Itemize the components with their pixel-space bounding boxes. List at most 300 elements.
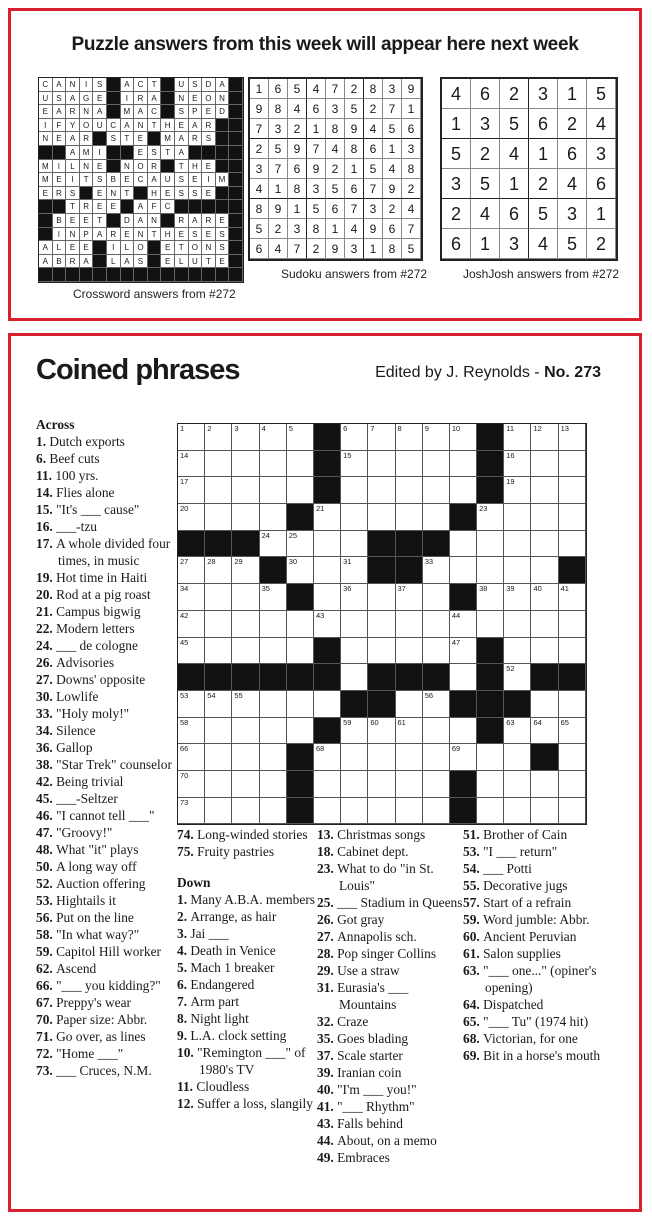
grid-cell[interactable] xyxy=(504,744,531,771)
clue-number: 36 xyxy=(343,584,352,594)
grid-cell[interactable] xyxy=(314,771,341,798)
clue-text: "I'm ___ you!" xyxy=(337,1082,417,1097)
grid-cell[interactable] xyxy=(314,691,341,718)
answer-cell: C xyxy=(107,119,121,133)
grid-cell[interactable] xyxy=(205,424,232,451)
black-square xyxy=(477,718,504,745)
grid-cell[interactable] xyxy=(477,744,504,771)
grid-cell[interactable] xyxy=(396,718,423,745)
black-square xyxy=(216,187,230,201)
grid-cell[interactable] xyxy=(504,771,531,798)
grid-cell[interactable] xyxy=(531,504,558,531)
grid-cell[interactable] xyxy=(504,638,531,665)
clue-num: 12. xyxy=(177,1096,198,1111)
clue xyxy=(177,1010,317,1027)
grid-cell[interactable] xyxy=(232,691,259,718)
clue xyxy=(36,518,176,535)
grid-cell[interactable] xyxy=(531,451,558,478)
black-square xyxy=(368,691,395,718)
clue-num: 27. xyxy=(36,672,57,687)
clue xyxy=(463,928,603,945)
answer-cell: A xyxy=(53,105,67,119)
grid-cell[interactable] xyxy=(178,424,205,451)
grid-cell[interactable] xyxy=(396,691,423,718)
grid-cell[interactable] xyxy=(504,504,531,531)
grid-cell[interactable] xyxy=(368,477,395,504)
clue-num: 25. xyxy=(317,895,338,910)
grid-cell[interactable] xyxy=(341,611,368,638)
clue-number: 60 xyxy=(370,717,379,727)
grid-cell[interactable] xyxy=(368,504,395,531)
clue-text: Hot time in Haiti xyxy=(56,570,148,585)
grid-cell[interactable] xyxy=(423,718,450,745)
clue-num: 64. xyxy=(463,997,484,1012)
grid-cell[interactable] xyxy=(341,424,368,451)
answer-digit: 5 xyxy=(288,79,307,99)
grid-cell[interactable] xyxy=(531,424,558,451)
grid-cell[interactable] xyxy=(423,771,450,798)
answer-cell: E xyxy=(93,200,107,214)
grid-cell[interactable] xyxy=(341,557,368,584)
answer-cell: S xyxy=(189,78,203,92)
grid-cell[interactable] xyxy=(178,638,205,665)
grid-cell[interactable] xyxy=(178,611,205,638)
grid-cell[interactable] xyxy=(232,718,259,745)
grid-cell[interactable] xyxy=(423,798,450,825)
grid-cell[interactable] xyxy=(260,584,287,611)
grid-cell[interactable] xyxy=(396,477,423,504)
black-square xyxy=(66,268,80,282)
clue-number: 61 xyxy=(397,717,406,727)
grid-cell[interactable] xyxy=(341,477,368,504)
clue xyxy=(463,1047,603,1064)
grid-cell[interactable] xyxy=(531,638,558,665)
clue-num: 32. xyxy=(317,1014,338,1029)
clue-number: 45 xyxy=(180,637,189,647)
answer-digit: 1 xyxy=(402,99,421,119)
grid-cell[interactable] xyxy=(450,744,477,771)
grid-cell[interactable] xyxy=(205,451,232,478)
grid-cell[interactable] xyxy=(559,744,586,771)
black-square xyxy=(314,638,341,665)
grid-cell[interactable] xyxy=(232,424,259,451)
grid-cell[interactable] xyxy=(232,798,259,825)
grid-cell[interactable] xyxy=(178,584,205,611)
clue-num: 53. xyxy=(463,844,484,859)
grid-cell[interactable] xyxy=(314,531,341,558)
grid-cell[interactable] xyxy=(287,611,314,638)
grid-cell[interactable] xyxy=(450,451,477,478)
grid-cell[interactable] xyxy=(531,798,558,825)
grid-cell[interactable] xyxy=(368,718,395,745)
clue-text: Mach 1 breaker xyxy=(190,960,275,975)
grid-cell[interactable] xyxy=(178,557,205,584)
grid-cell[interactable] xyxy=(396,584,423,611)
black-square xyxy=(504,691,531,718)
answer-digit: 4 xyxy=(250,179,269,199)
answer-digit: 6 xyxy=(529,109,558,139)
grid-cell[interactable] xyxy=(504,531,531,558)
clue-text: Paper size: Abbr. xyxy=(56,1012,148,1027)
grid-cell[interactable] xyxy=(504,664,531,691)
clue xyxy=(317,911,463,928)
grid-cell[interactable] xyxy=(504,798,531,825)
grid-cell[interactable] xyxy=(396,504,423,531)
grid-cell[interactable] xyxy=(450,718,477,745)
answer-digit: 8 xyxy=(364,79,383,99)
grid-cell[interactable] xyxy=(396,771,423,798)
clue xyxy=(463,843,603,860)
answer-cell: A xyxy=(66,146,80,160)
grid-cell[interactable] xyxy=(559,584,586,611)
grid-cell[interactable] xyxy=(559,531,586,558)
grid-cell[interactable] xyxy=(477,557,504,584)
clue-num: 24. xyxy=(36,638,57,653)
grid-cell[interactable] xyxy=(423,477,450,504)
grid-cell[interactable] xyxy=(450,664,477,691)
grid-cell[interactable] xyxy=(260,424,287,451)
answer-cell: I xyxy=(39,119,53,133)
answer-cell: E xyxy=(80,241,94,255)
grid-cell[interactable] xyxy=(341,771,368,798)
answer-cell: U xyxy=(175,78,189,92)
grid-cell[interactable] xyxy=(504,451,531,478)
answer-cell: T xyxy=(175,160,189,174)
sudoku-answer-grid xyxy=(248,77,423,261)
clue-text: "___ one..." (opiner's opening) xyxy=(483,963,597,995)
clue-column-1 xyxy=(36,416,176,1079)
grid-cell[interactable] xyxy=(205,638,232,665)
grid-cell[interactable] xyxy=(368,744,395,771)
grid-cell[interactable] xyxy=(232,638,259,665)
answer-digit: 3 xyxy=(500,229,529,259)
grid-cell[interactable] xyxy=(531,771,558,798)
grid-cell[interactable] xyxy=(423,584,450,611)
grid-cell[interactable] xyxy=(477,584,504,611)
answer-cell: I xyxy=(93,146,107,160)
answer-cell: E xyxy=(93,160,107,174)
grid-cell[interactable] xyxy=(559,611,586,638)
grid-cell[interactable] xyxy=(559,798,586,825)
grid-cell[interactable] xyxy=(232,584,259,611)
answer-digit: 4 xyxy=(345,219,364,239)
clue-text: "In what way?" xyxy=(56,927,140,942)
grid-cell[interactable] xyxy=(178,744,205,771)
grid-cell[interactable] xyxy=(477,531,504,558)
grid-cell[interactable] xyxy=(341,798,368,825)
grid-cell[interactable] xyxy=(287,531,314,558)
clue-num: 61. xyxy=(463,946,484,961)
answer-digit: 5 xyxy=(471,169,500,199)
grid-cell[interactable] xyxy=(504,424,531,451)
clue-text: Endangered xyxy=(190,977,255,992)
answer-cell: U xyxy=(93,119,107,133)
grid-cell[interactable] xyxy=(368,771,395,798)
grid-cell[interactable] xyxy=(205,744,232,771)
clue-text: Use a straw xyxy=(337,963,400,978)
grid-cell[interactable] xyxy=(423,557,450,584)
clue-num: 73. xyxy=(36,1063,57,1078)
grid-cell[interactable] xyxy=(314,611,341,638)
grid-cell[interactable] xyxy=(396,798,423,825)
answer-cell: E xyxy=(53,173,67,187)
clue-text: Long-winded stories xyxy=(197,827,308,842)
grid-cell[interactable] xyxy=(205,798,232,825)
answer-digit: 1 xyxy=(500,169,529,199)
clue-number: 31 xyxy=(343,557,352,567)
grid-cell[interactable] xyxy=(232,504,259,531)
clue-text: Beef cuts xyxy=(49,451,100,466)
clue-number: 58 xyxy=(180,717,189,727)
answer-digit: 4 xyxy=(442,79,471,109)
grid-cell[interactable] xyxy=(396,611,423,638)
grid-cell[interactable] xyxy=(477,798,504,825)
clue xyxy=(463,996,603,1013)
grid-cell[interactable] xyxy=(368,798,395,825)
black-square xyxy=(229,119,243,133)
clue-num: 38. xyxy=(36,757,57,772)
grid-cell[interactable] xyxy=(341,531,368,558)
answer-cell: B xyxy=(107,173,121,187)
grid-cell[interactable] xyxy=(450,557,477,584)
grid-cell[interactable] xyxy=(504,557,531,584)
grid-cell[interactable] xyxy=(260,744,287,771)
black-square xyxy=(148,255,162,269)
grid-cell[interactable] xyxy=(287,691,314,718)
clue xyxy=(177,843,317,860)
grid-cell[interactable] xyxy=(559,424,586,451)
clue-num: 33. xyxy=(36,706,57,721)
black-square xyxy=(396,557,423,584)
grid-cell[interactable] xyxy=(531,531,558,558)
clue xyxy=(36,858,176,875)
grid-cell[interactable] xyxy=(287,451,314,478)
grid-cell[interactable] xyxy=(504,718,531,745)
grid-cell[interactable] xyxy=(423,504,450,531)
grid-cell[interactable] xyxy=(559,451,586,478)
grid-cell[interactable] xyxy=(341,451,368,478)
grid-cell[interactable] xyxy=(232,771,259,798)
answer-cell: B xyxy=(53,255,67,269)
grid-cell[interactable] xyxy=(205,504,232,531)
grid-cell[interactable] xyxy=(477,611,504,638)
answer-digit: 1 xyxy=(288,199,307,219)
answer-cell: I xyxy=(202,173,216,187)
clue-num: 23. xyxy=(317,861,338,876)
answer-cell: R xyxy=(80,132,94,146)
grid-cell[interactable] xyxy=(531,584,558,611)
answer-cell: H xyxy=(189,160,203,174)
clue-num: 6. xyxy=(177,977,191,992)
grid-cell[interactable] xyxy=(559,504,586,531)
grid-cell[interactable] xyxy=(341,744,368,771)
grid-cell[interactable] xyxy=(314,744,341,771)
grid-cell[interactable] xyxy=(423,638,450,665)
grid-cell[interactable] xyxy=(368,638,395,665)
grid-cell[interactable] xyxy=(178,451,205,478)
grid-cell[interactable] xyxy=(396,744,423,771)
puzzle-number: No. 273 xyxy=(544,364,601,381)
answer-digit: 6 xyxy=(250,239,269,259)
grid-cell[interactable] xyxy=(423,611,450,638)
grid-cell[interactable] xyxy=(341,504,368,531)
grid-cell[interactable] xyxy=(260,611,287,638)
grid-cell[interactable] xyxy=(423,451,450,478)
grid-cell[interactable] xyxy=(559,477,586,504)
grid-cell[interactable] xyxy=(477,771,504,798)
grid-cell[interactable] xyxy=(477,504,504,531)
clue-num: 22. xyxy=(36,621,57,636)
black-square xyxy=(107,214,121,228)
grid-cell[interactable] xyxy=(205,691,232,718)
clue-num: 15. xyxy=(36,502,57,517)
grid-cell[interactable] xyxy=(368,451,395,478)
black-square xyxy=(161,160,175,174)
clue xyxy=(463,945,603,962)
answer-digit: 5 xyxy=(250,219,269,239)
answer-cell: E xyxy=(107,200,121,214)
grid-cell[interactable] xyxy=(396,451,423,478)
answer-cell: P xyxy=(189,105,203,119)
grid-cell[interactable] xyxy=(178,504,205,531)
answer-cell: S xyxy=(189,187,203,201)
grid-cell[interactable] xyxy=(205,557,232,584)
grid-cell[interactable] xyxy=(531,691,558,718)
grid-cell[interactable] xyxy=(232,451,259,478)
grid-cell[interactable] xyxy=(531,718,558,745)
grid-cell[interactable] xyxy=(178,477,205,504)
clue-num: 11. xyxy=(36,468,56,483)
grid-cell[interactable] xyxy=(260,771,287,798)
black-square xyxy=(229,255,243,269)
grid-cell[interactable] xyxy=(396,638,423,665)
black-square xyxy=(175,200,189,214)
grid-cell[interactable] xyxy=(178,718,205,745)
answer-cell: E xyxy=(134,146,148,160)
answer-cell: S xyxy=(107,132,121,146)
grid-cell[interactable] xyxy=(260,638,287,665)
clue-num: 1. xyxy=(36,434,50,449)
clue-num: 51. xyxy=(463,827,484,842)
grid-cell[interactable] xyxy=(531,477,558,504)
grid-cell[interactable] xyxy=(178,691,205,718)
grid-cell[interactable] xyxy=(559,691,586,718)
grid-cell[interactable] xyxy=(260,504,287,531)
grid-cell[interactable] xyxy=(341,638,368,665)
grid-cell[interactable] xyxy=(260,691,287,718)
grid-cell[interactable] xyxy=(450,477,477,504)
grid-cell[interactable] xyxy=(178,771,205,798)
grid-cell[interactable] xyxy=(287,638,314,665)
clue xyxy=(317,979,463,1013)
grid-cell[interactable] xyxy=(205,477,232,504)
grid-cell[interactable] xyxy=(260,718,287,745)
clue-num: 35. xyxy=(317,1031,338,1046)
grid-cell[interactable] xyxy=(232,557,259,584)
clue-num: 68. xyxy=(463,1031,484,1046)
grid-cell[interactable] xyxy=(559,638,586,665)
answer-digit: 1 xyxy=(558,79,587,109)
grid-cell[interactable] xyxy=(232,611,259,638)
crossword-grid[interactable] xyxy=(177,423,587,825)
answer-cell: S xyxy=(175,187,189,201)
grid-cell[interactable] xyxy=(504,477,531,504)
clue xyxy=(177,993,317,1010)
grid-cell[interactable] xyxy=(531,611,558,638)
grid-cell[interactable] xyxy=(287,718,314,745)
grid-cell[interactable] xyxy=(396,424,423,451)
grid-cell[interactable] xyxy=(178,798,205,825)
grid-cell[interactable] xyxy=(341,664,368,691)
grid-cell[interactable] xyxy=(423,691,450,718)
grid-cell[interactable] xyxy=(205,584,232,611)
grid-cell[interactable] xyxy=(559,771,586,798)
grid-cell[interactable] xyxy=(232,744,259,771)
grid-cell[interactable] xyxy=(504,584,531,611)
grid-cell[interactable] xyxy=(368,584,395,611)
grid-cell[interactable] xyxy=(260,477,287,504)
grid-cell[interactable] xyxy=(232,477,259,504)
clue-num: 21. xyxy=(36,604,57,619)
clue-num: 60. xyxy=(463,929,484,944)
grid-cell[interactable] xyxy=(260,798,287,825)
answer-cell: E xyxy=(93,92,107,106)
answer-cell: N xyxy=(202,241,216,255)
grid-cell[interactable] xyxy=(531,557,558,584)
clue-text: A long way off xyxy=(56,859,137,874)
clue-number: 7 xyxy=(370,424,375,433)
answer-cell: T xyxy=(66,200,80,214)
grid-cell[interactable] xyxy=(260,531,287,558)
grid-cell[interactable] xyxy=(314,504,341,531)
clue-text: Salon supplies xyxy=(483,946,561,961)
grid-cell[interactable] xyxy=(504,611,531,638)
grid-cell[interactable] xyxy=(450,424,477,451)
clue xyxy=(36,671,176,688)
black-square xyxy=(189,268,203,282)
grid-cell[interactable] xyxy=(423,744,450,771)
grid-cell[interactable] xyxy=(314,584,341,611)
grid-cell[interactable] xyxy=(450,531,477,558)
answer-cell: S xyxy=(175,105,189,119)
black-square xyxy=(107,92,121,106)
grid-cell[interactable] xyxy=(205,611,232,638)
grid-cell[interactable] xyxy=(260,451,287,478)
clue-num: 71. xyxy=(36,1029,57,1044)
grid-cell[interactable] xyxy=(287,477,314,504)
clue-number: 23 xyxy=(479,504,488,514)
grid-cell[interactable] xyxy=(450,611,477,638)
grid-cell[interactable] xyxy=(450,638,477,665)
grid-cell[interactable] xyxy=(341,584,368,611)
grid-cell[interactable] xyxy=(314,798,341,825)
grid-cell[interactable] xyxy=(368,424,395,451)
clue-text: Silence xyxy=(56,723,96,738)
grid-cell[interactable] xyxy=(287,557,314,584)
grid-cell[interactable] xyxy=(205,718,232,745)
grid-cell[interactable] xyxy=(559,718,586,745)
grid-cell[interactable] xyxy=(368,611,395,638)
clue xyxy=(36,433,176,450)
grid-cell[interactable] xyxy=(341,718,368,745)
grid-cell[interactable] xyxy=(314,557,341,584)
clue-number: 59 xyxy=(343,717,352,727)
answer-cell: I xyxy=(121,92,135,106)
grid-cell[interactable] xyxy=(287,424,314,451)
grid-cell[interactable] xyxy=(423,424,450,451)
clue xyxy=(463,826,603,843)
grid-cell[interactable] xyxy=(205,771,232,798)
